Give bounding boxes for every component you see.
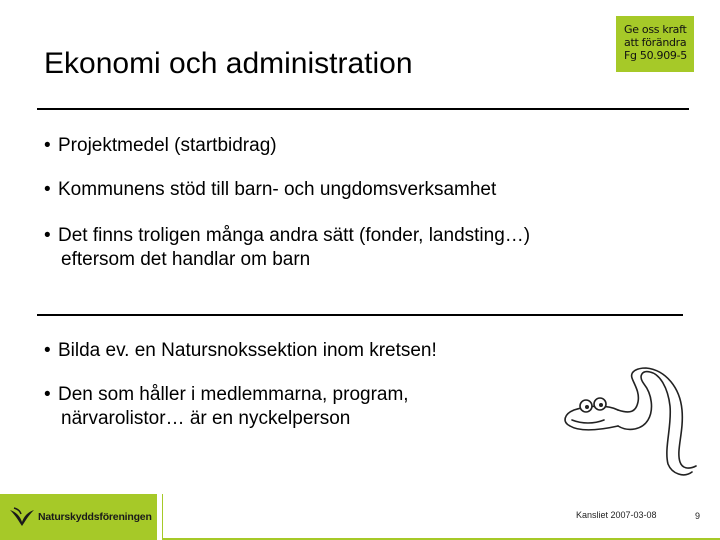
badge-line-1: Ge oss kraft: [624, 23, 687, 36]
bullet-marker: •: [44, 135, 51, 156]
footer-date: Kansliet 2007-03-08: [576, 510, 657, 520]
footer: [0, 494, 720, 540]
bullet-item: [44, 339, 437, 363]
bullet-item: [44, 178, 496, 202]
section-divider: [37, 314, 683, 316]
bullet-item: [44, 383, 409, 431]
badge-line-3: Fg 50.909-5: [624, 49, 687, 62]
badge-line-2: att förändra: [624, 36, 687, 49]
badge-text: [624, 23, 687, 62]
campaign-badge: [616, 16, 694, 72]
bullet-text: Bilda ev. en Natursnokssektion inom kretsen!: [58, 340, 437, 361]
bullet-continuation: närvarolistor… är en nyckelperson: [61, 408, 351, 429]
bullet-item: [44, 134, 277, 158]
footer-logo-block: [0, 494, 157, 540]
bullet-text: Den som håller i medlemmarna, program,: [58, 384, 409, 405]
bullet-marker: •: [44, 340, 51, 361]
bullet-marker: •: [44, 384, 51, 405]
title-divider: [37, 108, 689, 110]
bullet-marker: •: [44, 179, 51, 200]
slide-title: Ekonomi och administration: [44, 47, 413, 80]
bullet-marker: •: [44, 225, 51, 246]
bullet-text: Kommunens stöd till barn- och ungdomsverksamhet: [58, 179, 497, 200]
snake-illustration: [556, 366, 706, 482]
bullet-continuation: eftersom det handlar om barn: [61, 249, 311, 270]
page-number: 9: [695, 511, 701, 521]
bullet-text: Det finns troligen många andra sätt (fonder, landsting…): [58, 225, 531, 246]
footer-logo-text: Naturskyddsföreningen: [38, 511, 152, 523]
bullet-item: [44, 224, 530, 272]
bullet-text: Projektmedel (startbidrag): [58, 135, 277, 156]
bird-logo-icon: [8, 504, 36, 528]
